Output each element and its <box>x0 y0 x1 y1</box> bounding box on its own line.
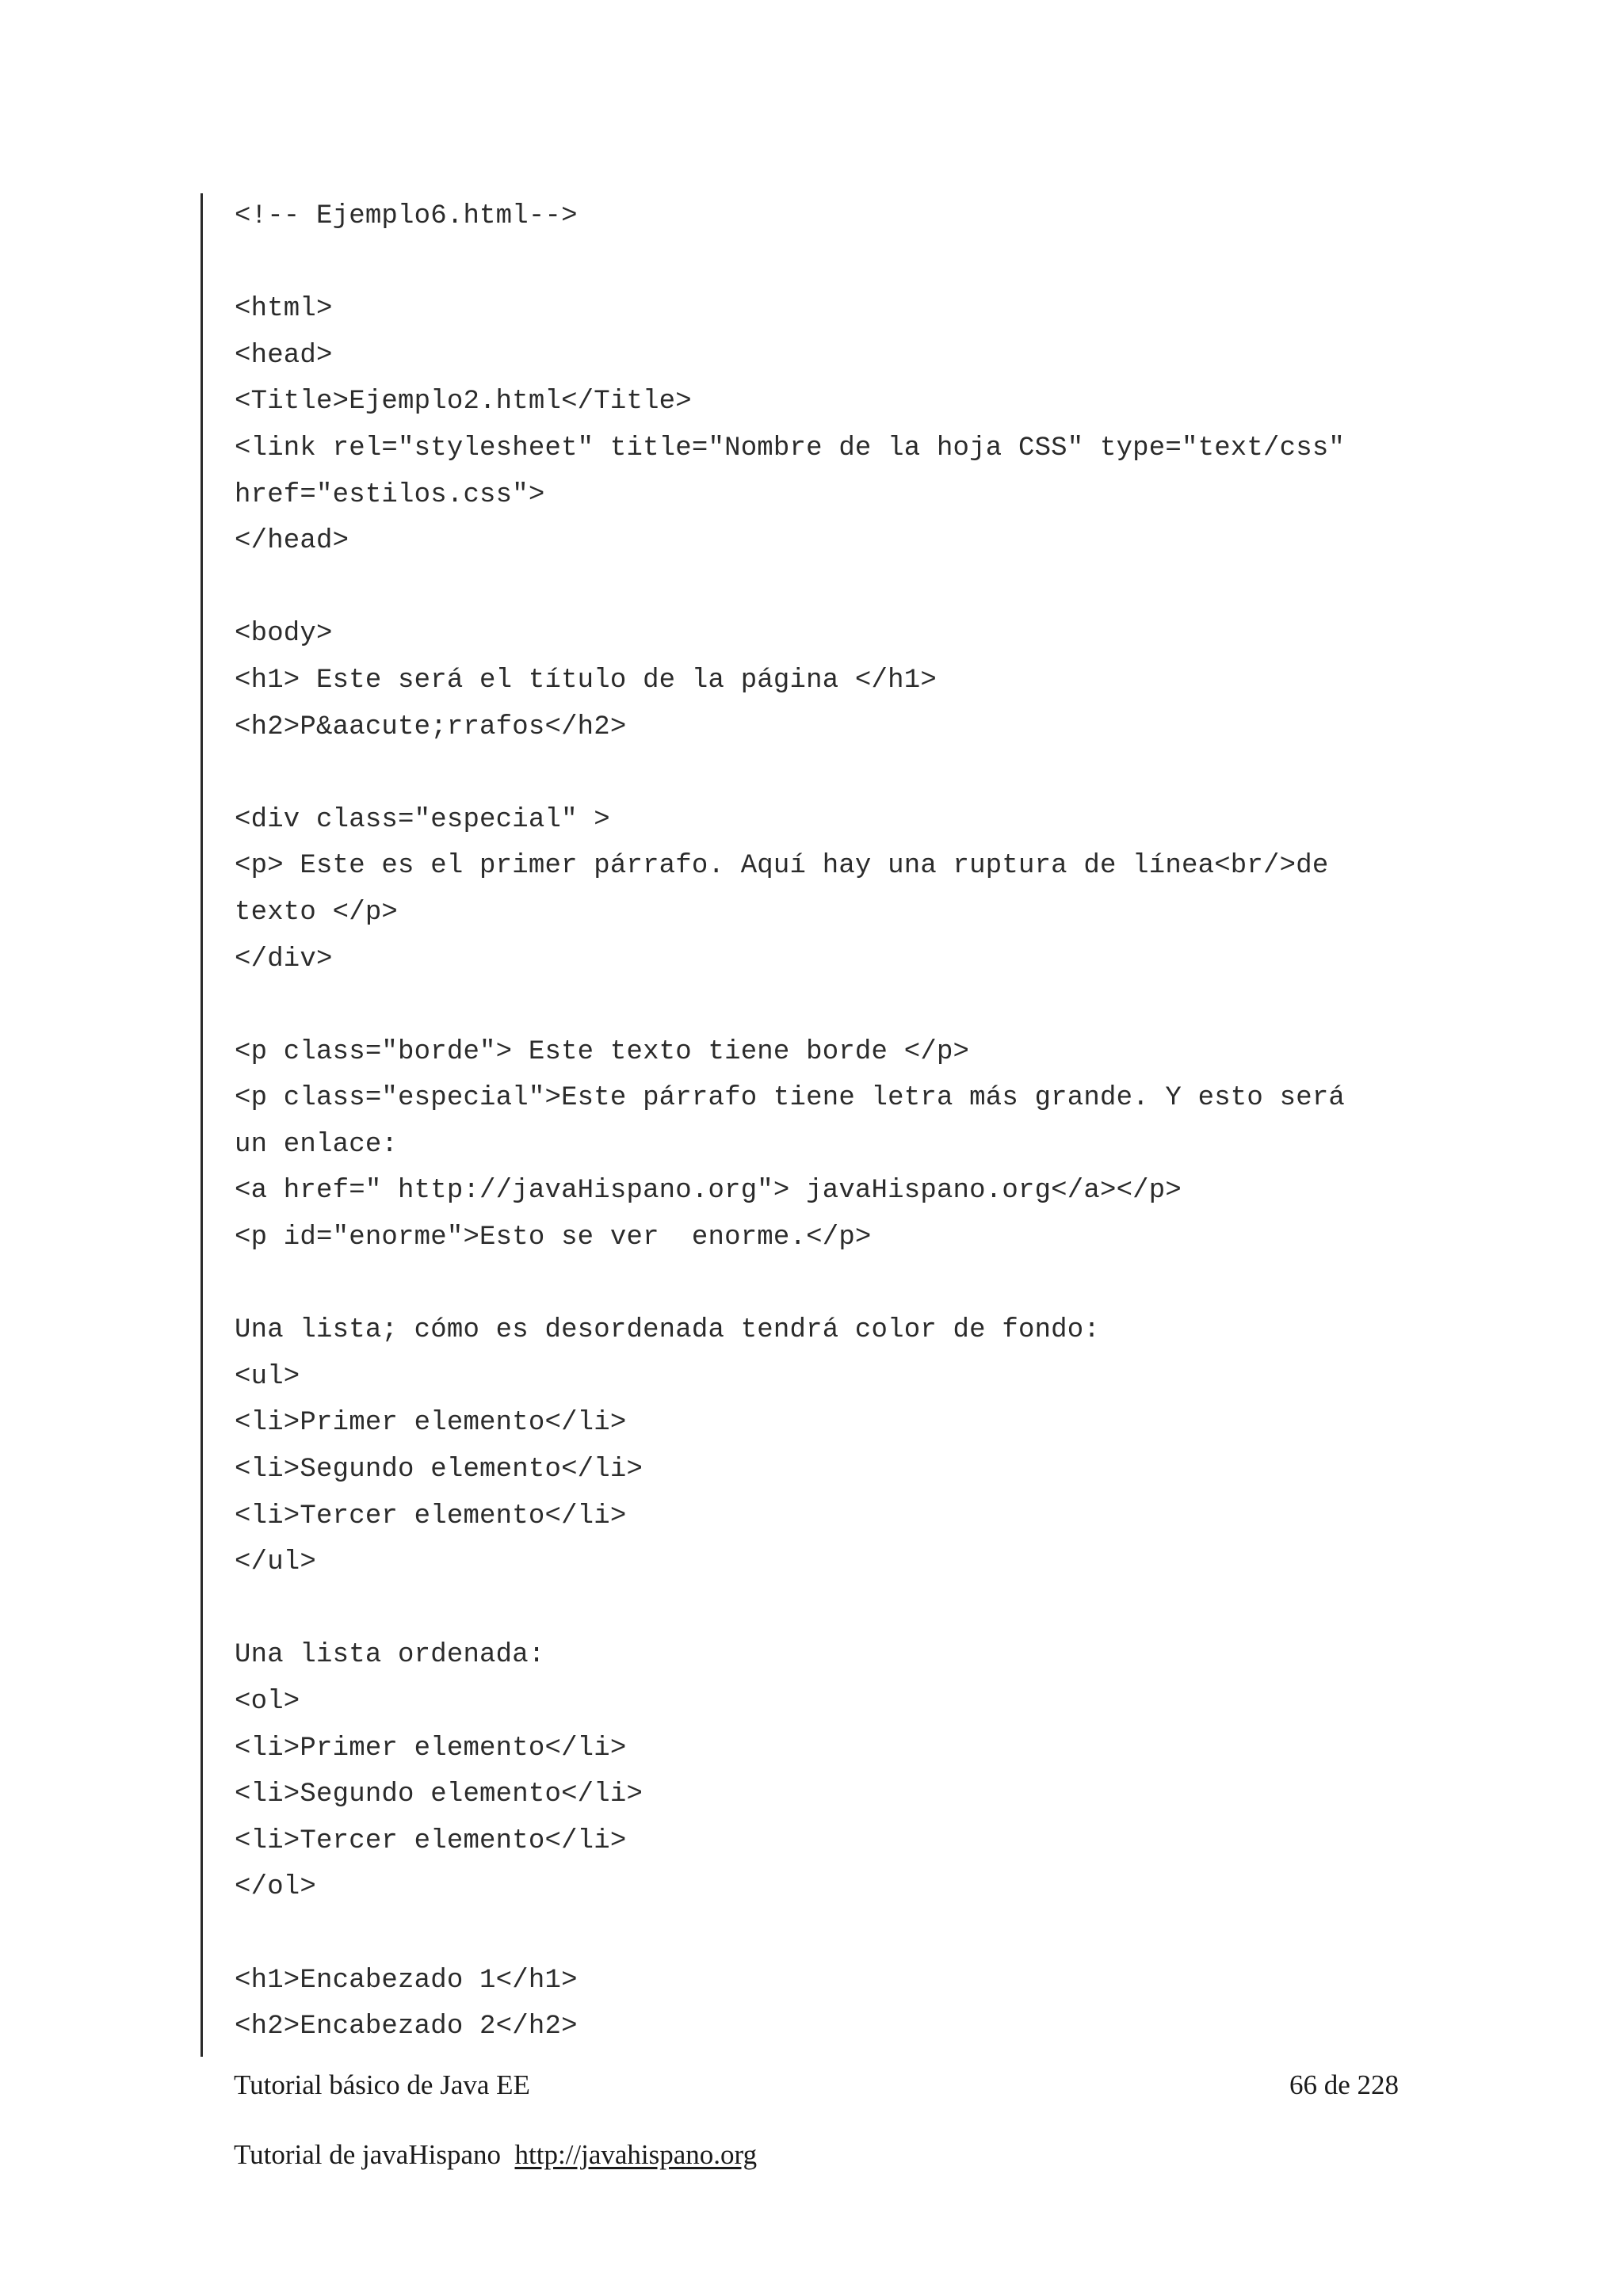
code-line <box>235 1261 1345 1308</box>
code-line: <div class="especial" > <box>235 804 610 835</box>
code-line: <ol> <box>235 1687 300 1717</box>
code-line: <p class="especial">Este párrafo tiene letra más grande. Y esto será <box>235 1083 1346 1114</box>
code-line: <li>Tercer elemento</li> <box>235 1501 627 1531</box>
code-line: <a href=" http://javaHispano.org"> javaHispano.org</a></p> <box>235 1176 1182 1207</box>
code-line: <p class="borde"> Este texto tiene borde </p> <box>235 1036 970 1067</box>
page-number: 66 de 228 <box>1289 2069 1399 2100</box>
footer-site-link[interactable]: http://javahispano.org <box>514 2139 758 2170</box>
code-line: <p> Este es el primer párrafo. Aquí hay una ruptura de línea<br/>de <box>235 851 1329 882</box>
code-line: Una lista; cómo es desordenada tendrá color de fondo: <box>235 1315 1100 1346</box>
code-line: <h1> Este será el título de la página </h1> <box>235 665 937 696</box>
code-line: <h2>P&aacute;rrafos</h2> <box>235 711 627 742</box>
code-line: <!-- Ejemplo6.html--> <box>235 201 578 231</box>
code-line: </ol> <box>235 1872 317 1903</box>
code-line <box>235 1911 1345 1958</box>
code-listing <box>200 193 1437 2057</box>
code-lines <box>235 193 1345 2050</box>
code-line: <ul> <box>235 1361 300 1392</box>
code-line: </div> <box>235 944 333 974</box>
code-line: <li>Tercer elemento</li> <box>235 1825 627 1856</box>
code-line: texto </p> <box>235 897 399 928</box>
code-line: <body> <box>235 619 333 650</box>
footer-credit <box>234 2139 1399 2171</box>
code-line: <h1>Encabezado 1</h1> <box>235 1965 578 1996</box>
code-line: <li>Segundo elemento</li> <box>235 1779 643 1810</box>
code-line: </ul> <box>235 1547 317 1578</box>
code-line: <Title>Ejemplo2.html</Title> <box>235 387 692 418</box>
code-line: href="estilos.css"> <box>235 479 545 510</box>
code-line <box>235 750 1345 797</box>
code-line: <link rel="stylesheet" title="Nombre de la hoja CSS" type="text/css" <box>235 433 1346 463</box>
code-line <box>235 1586 1345 1633</box>
code-line: </head> <box>235 526 349 557</box>
page-footer <box>234 2069 1399 2101</box>
code-line: <h2>Encabezado 2</h2> <box>235 2012 578 2042</box>
code-line <box>235 565 1345 612</box>
code-line: <head> <box>235 340 333 371</box>
footer-title: Tutorial básico de Java EE <box>234 2069 530 2100</box>
code-line: <li>Primer elemento</li> <box>235 1408 627 1439</box>
code-line: <li>Primer elemento</li> <box>235 1733 627 1764</box>
footer-site-text: Tutorial de javaHispano <box>234 2139 501 2170</box>
code-line: <p id="enorme">Esto se ver enorme.</p> <box>235 1222 872 1253</box>
code-line <box>235 982 1345 1029</box>
code-line <box>235 240 1345 287</box>
code-line: un enlace: <box>235 1129 399 1160</box>
code-line: <html> <box>235 294 333 325</box>
code-line: <li>Segundo elemento</li> <box>235 1455 643 1486</box>
code-line: Una lista ordenada: <box>235 1640 545 1671</box>
